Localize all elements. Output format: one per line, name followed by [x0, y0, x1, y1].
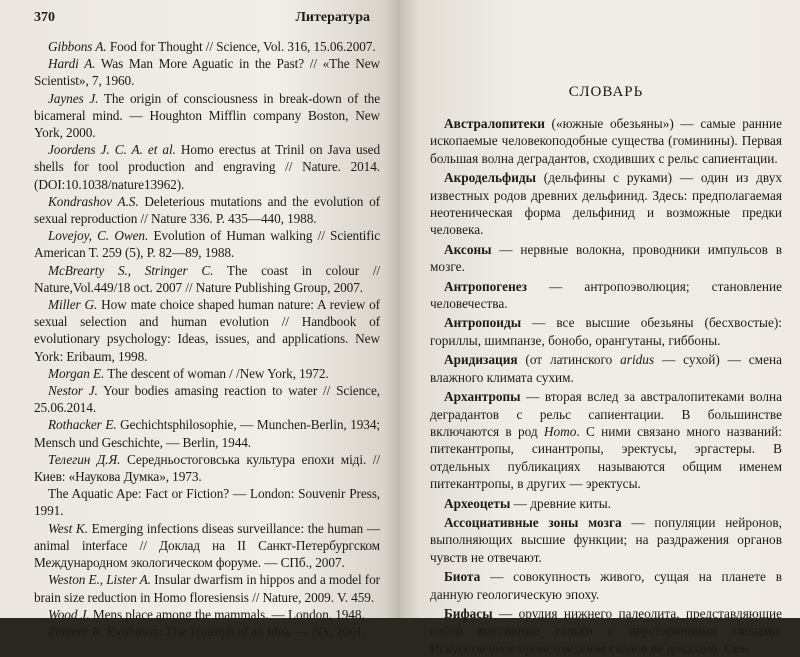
reference-item — [34, 416, 380, 450]
reference-text: Food for Thought // Science, Vol. 316, 15.06.2007. — [106, 39, 376, 54]
reference-author: West K. — [48, 520, 88, 536]
reference-text: The origin of consciousness in break-down of the bicameral mind. — Houghton Mifflin company Boston, New York, 2000. — [34, 90, 380, 141]
reference-author: Joordens J. C. A. et al. — [48, 142, 176, 158]
glossary-term: Антропогенез — [444, 278, 527, 294]
glossary-definition: (от латинского — [517, 352, 621, 368]
glossary-definition: («южные обезьяны») — самые ранние ископаемые человекоподобные существа (гоминины). Первая большая волна деградантов, сходивших с рельс сапиентации. — [430, 116, 782, 166]
reference-item — [34, 606, 380, 623]
glossary-term: Акродельфиды — [444, 170, 537, 186]
glossary-entry — [430, 314, 782, 349]
glossary-term: Биота — [444, 569, 481, 585]
reference-author: McBrearty S., Stringer C. — [48, 262, 214, 278]
glossary-entry — [430, 388, 782, 492]
reference-text: The coast in colour // Nature,Vol.449/18 oct. 2007 // Nature Publishing Group, 2007. — [34, 262, 381, 295]
reference-author: Zimmer K. — [48, 623, 104, 639]
reference-item — [34, 227, 380, 261]
reference-item — [34, 520, 380, 572]
reference-text: Середньостоговська культура епохи міді. // Киев: «Наукова Думка», 1973. — [34, 451, 380, 485]
reference-item — [34, 623, 380, 640]
reference-item — [34, 571, 380, 605]
glossary-entry — [430, 568, 782, 603]
reference-author: Jaynes J. — [48, 90, 99, 106]
section-title: СЛОВАРЬ — [568, 84, 644, 100]
glossary-term: Архантропы — [444, 389, 521, 405]
running-title: Литература — [295, 10, 370, 25]
reference-author: Gibbons A. — [48, 39, 107, 54]
reference-author: Телегин Д.Я. — [48, 451, 121, 467]
glossary-entry — [430, 169, 782, 239]
glossary-term: Австралопитеки — [444, 116, 545, 131]
reference-text: How mate choice shaped human nature: A review of sexual selection and human evolution // Handbook of evolutionary psychology: Ideas, issues, and applications. New York: Eribaum, 1998. — [34, 297, 380, 364]
glossary-term: Аридизация — [444, 352, 518, 368]
running-head — [34, 10, 380, 32]
right-page — [400, 0, 800, 656]
reference-list — [34, 38, 380, 640]
glossary-definition: — антропоэволюция; становление человечества. — [430, 278, 782, 312]
reference-text: The Aquatic Ape: Fact or Fiction? — London: Souvenir Press, 1991. — [34, 486, 380, 519]
glossary-entry — [430, 514, 782, 566]
glossary-term: Археоцеты — [444, 495, 511, 511]
reference-item — [34, 382, 380, 416]
reference-item — [34, 38, 380, 55]
reference-text: Evolution: The Triumph of an Idea. — NY, 2001. — [104, 623, 366, 639]
glossary-definition: — популяции нейронов, выполняющих высшие функции; на раздражения органов чувств не отвечают. — [430, 514, 782, 565]
reference-text: Your bodies amasing reaction to water // Science, 25.06.2014. — [34, 383, 380, 416]
reference-item — [34, 193, 380, 227]
glossary-term: Аксоны — [444, 241, 492, 257]
glossary-definition-continued: — сухой) — смена влажного климата сухим. — [430, 352, 782, 385]
reference-item — [34, 262, 380, 296]
glossary-term: Антропоиды — [444, 315, 522, 331]
reference-author: Miller G. — [48, 297, 98, 313]
reference-item — [34, 365, 380, 382]
glossary-definition: — вторая вслед за австралопитеками волна деградантов с рельс сапиентации. В большинстве включаются в род — [430, 389, 782, 439]
glossary-entry — [430, 241, 782, 276]
reference-text: Deleterious mutations and the evolution of sexual reproduction // Nature 336. P. 435—440, 1988. — [34, 193, 381, 227]
reference-item — [34, 55, 380, 89]
glossary-definition: — нервные волокна, проводники импульсов в мозге. — [430, 241, 782, 275]
glossary-emphasis: aridus — [620, 352, 655, 368]
glossary-term: Бифасы — [444, 605, 493, 621]
reference-text: Was Man More Aguatic in the Past? // «The New Scientist», 7, 1960. — [34, 56, 380, 89]
glossary-emphasis: Homo — [543, 423, 577, 439]
reference-text: Mens place among the mammals. — London, 1948. — [89, 606, 365, 622]
glossary-entry — [430, 495, 782, 512]
glossary-entry — [430, 115, 782, 167]
glossary-definition: — все высшие обезьяны (бесхвостые): гориллы, шимпанзе, бонобо, орангутаны, гиббоны. — [430, 315, 782, 348]
left-page — [0, 0, 400, 639]
reference-author: Hardi A. — [48, 56, 96, 72]
reference-text: Insular dwarfism in hippos and a model for brain size reduction in Homo floresiensis // Nature, 2009. V. 459. — [34, 572, 381, 605]
reference-text: The descent of woman / /New York, 1972. — [104, 365, 329, 381]
glossary-entry — [430, 278, 782, 313]
glossary — [430, 115, 782, 657]
reference-text: Homo erectus at Trinil on Java used shells for tool production and engraving // Nature. 2014. (DOI:10.1038/nature13962). — [34, 142, 380, 192]
reference-item — [34, 90, 380, 142]
reference-item — [34, 451, 380, 485]
glossary-definition: — орудия нижнего палеолита, представляющие собой массивные гальки с двусторонними сколами. Искусственное происхождение сколов не доказано. Свя- — [430, 605, 782, 656]
glossary-definition-continued: . С ними связано много названий: питекантропы, синантропы, эректусы, эргастеры. В отдельных публикациях называются общим именем питекантропы, в других — эректусы. — [430, 423, 782, 492]
reference-item — [34, 296, 380, 365]
reference-text: Emerging infections diseas surveillance: the human — animal interface // Доклад на II Санкт-Петербургском Международном экологическом форуме. — СПб., 2007. — [34, 520, 380, 571]
reference-author: Wood J. — [48, 606, 90, 622]
reference-author: Kondrashov A.S. — [48, 193, 139, 209]
reference-author: Weston E., Lister A. — [48, 572, 151, 588]
glossary-entry — [430, 605, 782, 657]
glossary-definition: — древние киты. — [510, 495, 611, 511]
reference-author: Morgan E. — [48, 365, 105, 381]
page-number: 370 — [34, 10, 55, 25]
reference-author: Rothacker E. — [48, 417, 117, 433]
glossary-term: Ассоциативные зоны мозга — [444, 514, 622, 530]
glossary-entry — [430, 351, 782, 386]
glossary-definition: — совокупность живого, сущая на планете в данную геологическую эпоху. — [430, 569, 782, 602]
glossary-definition: (дельфины с руками) — один из двух известных родов древних дельфинид. Здесь: предполагаемая неотеническая форма дельфинид и возможные предки человека. — [430, 170, 782, 238]
reference-item — [34, 141, 380, 193]
reference-author: Nestor J. — [48, 383, 98, 399]
reference-author: Lovejoy, C. Owen. — [48, 228, 149, 244]
reference-text: Gechichtsphilosophie, — Munchen-Berlin, 1934; Mensch und Geschichte, — Berlin, 1944. — [34, 417, 380, 450]
reference-item — [34, 485, 380, 519]
reference-text: Evolution of Human walking // Scientific American T. 259 (5), P. 82—89, 1988. — [34, 228, 380, 261]
